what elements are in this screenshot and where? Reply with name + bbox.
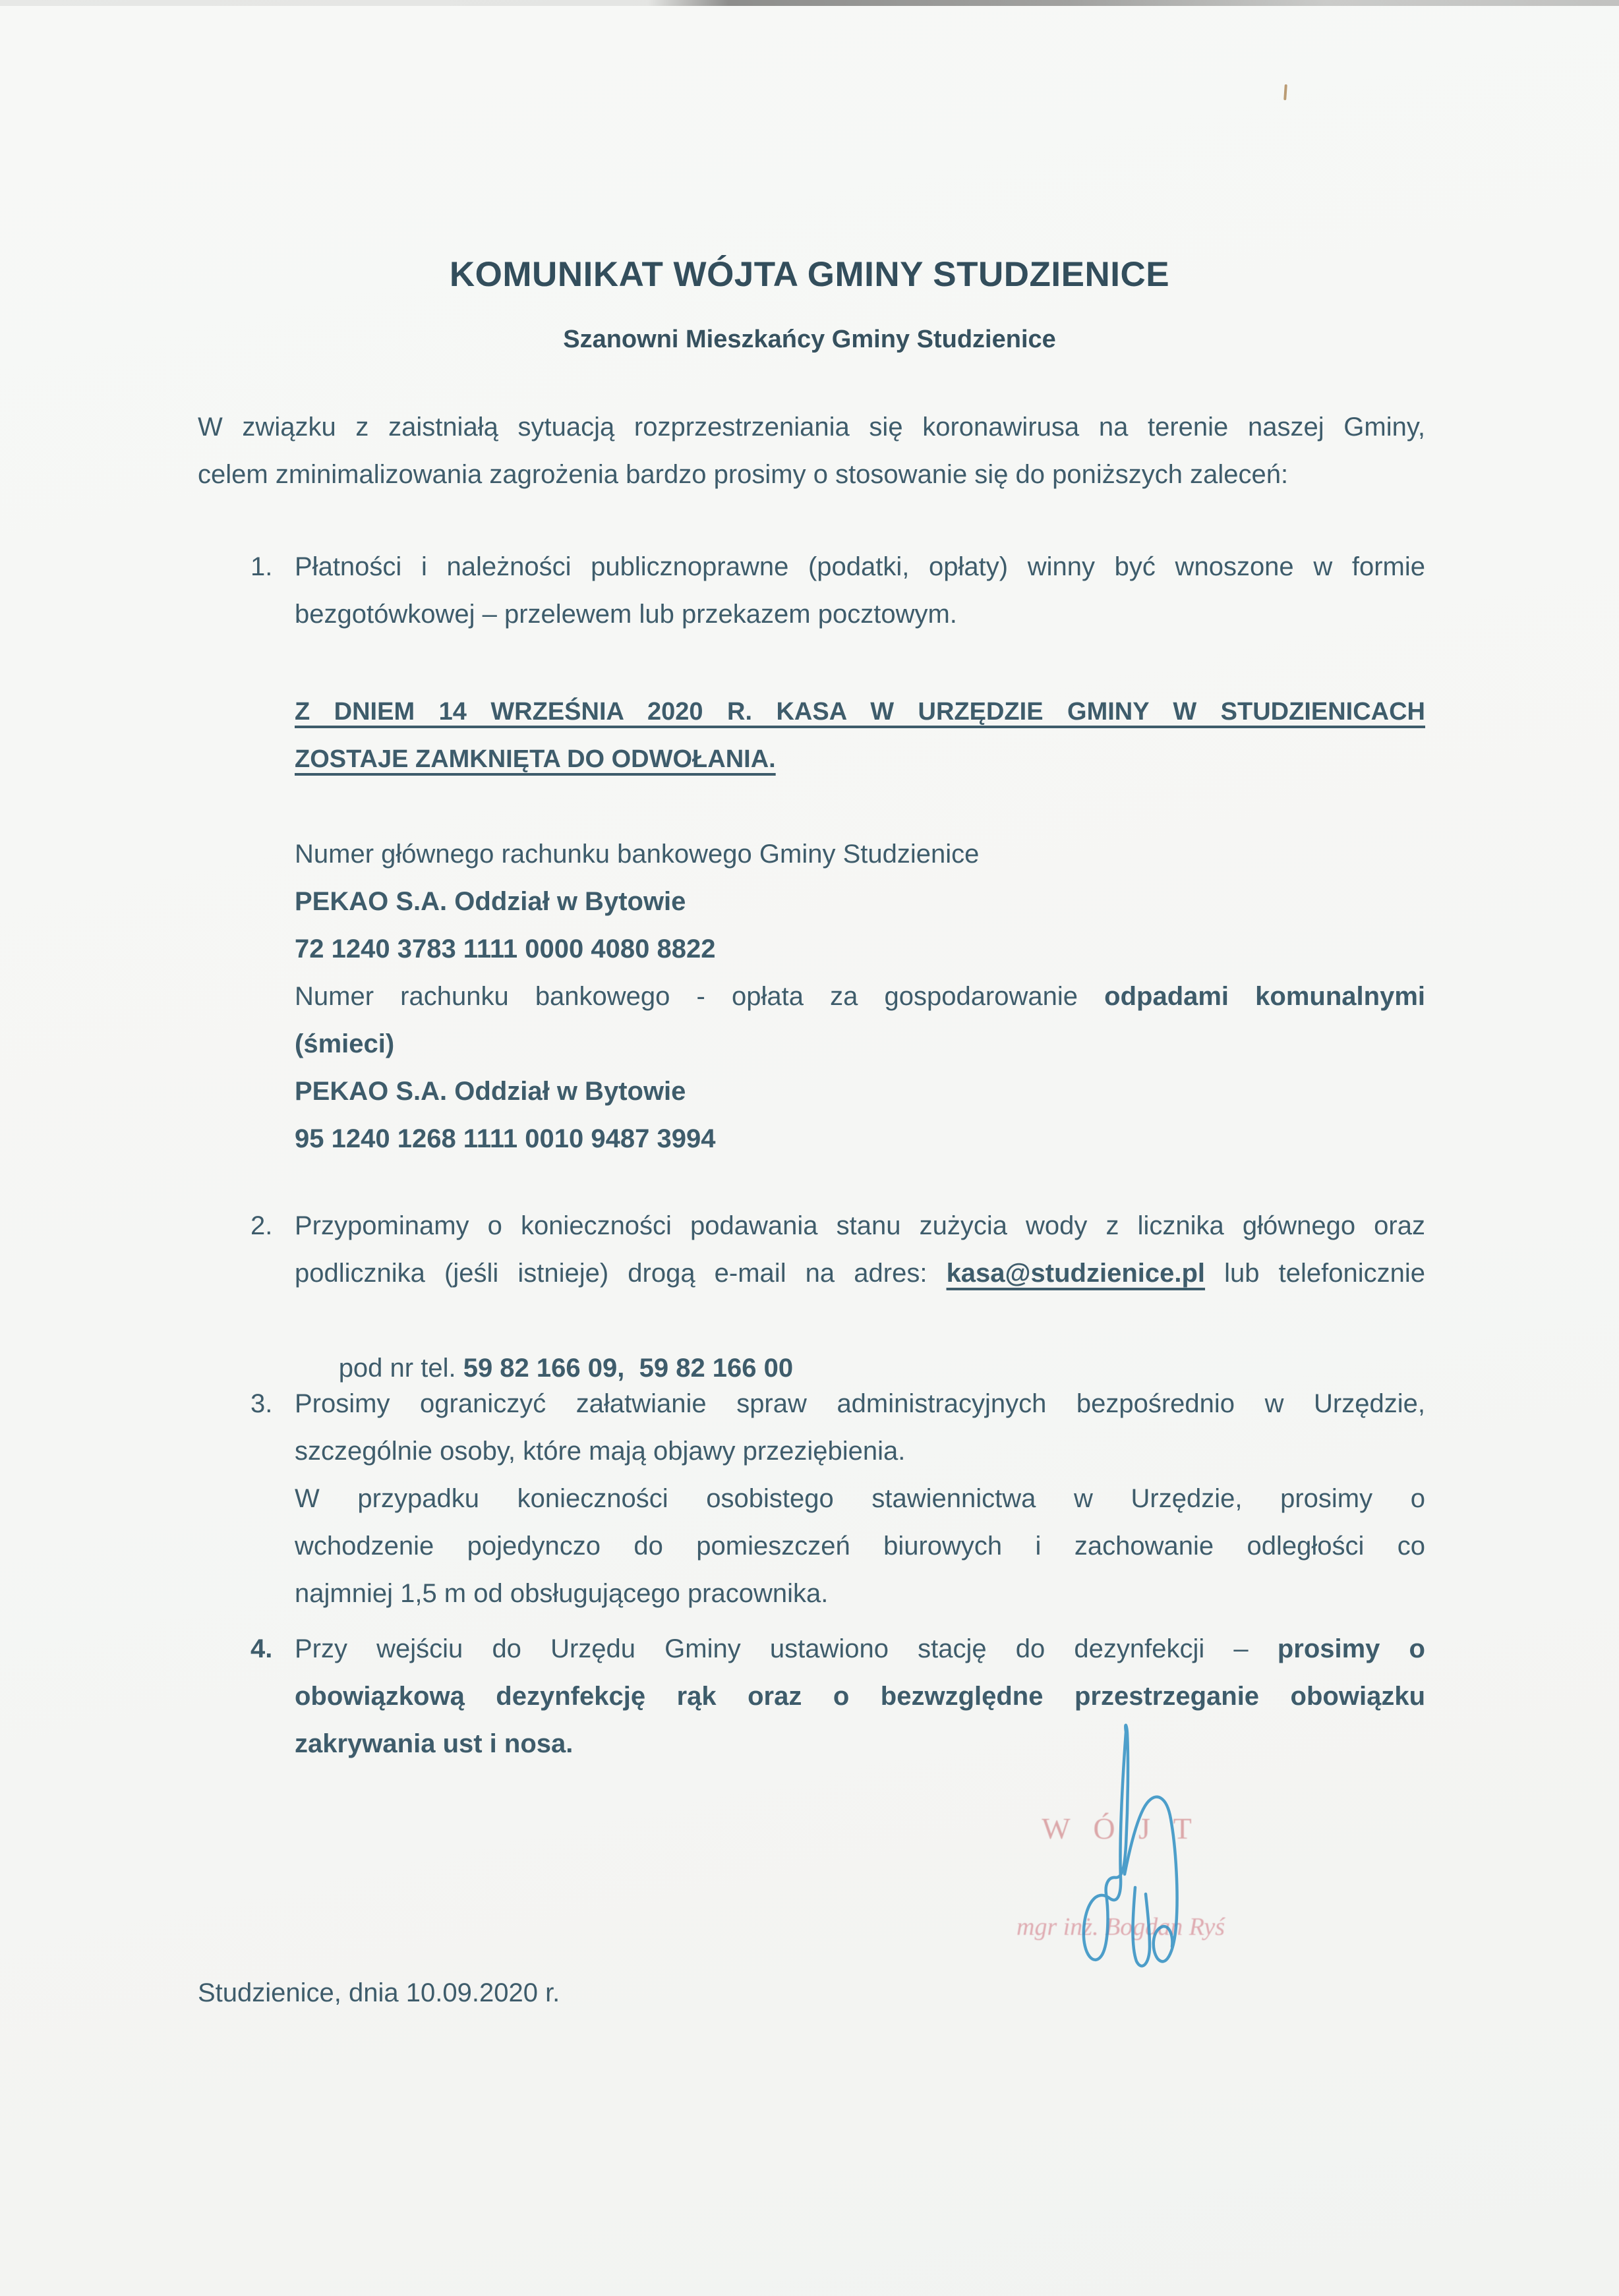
item2-line-2-pre: podlicznika (jeśli istnieje) drogą e-mail na adres: — [295, 1259, 947, 1288]
item4-line-1-regular: Przy wejściu do Urzędu Gminy ustawiono stację do dezynfekcji – — [295, 1634, 1278, 1663]
item4-line-3: zakrywania ust i nosa. — [295, 1729, 574, 1758]
intro-line-2: celem zminimalizowania zagrożenia bardzo prosimy o stosowanie się do poniższych zaleceń: — [198, 460, 1289, 489]
item4-line-1-bold: prosimy o — [1277, 1634, 1425, 1663]
list-item-1-number: 1. — [250, 552, 273, 581]
bank-accounts-block — [295, 830, 1425, 1162]
notice-line-1: Z DNIEM 14 WRZEŚNIA 2020 R. KASA W URZĘDZIE GMINY W STUDZIENICACH — [295, 698, 1425, 726]
item2-line-2 — [295, 1249, 1425, 1297]
bank-branch-2: PEKAO S.A. Oddział w Bytowie — [295, 1077, 686, 1106]
intro-paragraph — [198, 403, 1425, 498]
item1-line-1: Płatności i należności publicznoprawne (podatki, opłaty) winny być wnoszone w formie — [295, 552, 1425, 581]
scan-speck-artifact — [1283, 84, 1287, 100]
item2-line-1: Przypominamy o konieczności podawania stanu zużycia wody z licznika głównego oraz — [295, 1211, 1425, 1240]
cash-desk-closure-notice — [295, 688, 1425, 783]
bank-account-number-1: 72 1240 3783 1111 0000 4080 8822 — [295, 934, 716, 963]
item4-line-1 — [295, 1625, 1425, 1673]
list-item-2-number: 2. — [250, 1211, 273, 1240]
phone-label: pod nr tel. — [338, 1354, 463, 1383]
page-title: KOMUNIKAT WÓJTA GMINY STUDZIENICE — [449, 255, 1170, 294]
bank-waste-label-regular: Numer rachunku bankowego - opłata za gospodarowanie — [295, 982, 1105, 1011]
bank-waste-account-label — [295, 973, 1425, 1020]
list-item-3 — [250, 1380, 1425, 1617]
bank-waste-label-bold: odpadami komunalnymi — [1104, 982, 1425, 1011]
item4-line-2: obowiązkową dezynfekcję rąk oraz o bezwzględne przestrzeganie obowiązku — [295, 1682, 1425, 1711]
scan-top-edge-artifact — [0, 0, 1619, 6]
item3-line-1: Prosimy ograniczyć załatwianie spraw administracyjnych bezpośrednio w Urzędzie, — [295, 1389, 1425, 1418]
bank-branch-1: PEKAO S.A. Oddział w Bytowie — [295, 887, 686, 916]
item3-line-2: szczególnie osoby, które mają objawy przeziębienia. — [295, 1437, 906, 1466]
item2-line-2-post: lub telefonicznie — [1205, 1259, 1425, 1288]
item3-line-5: najmniej 1,5 m od obsługującego pracownika. — [295, 1579, 829, 1608]
bank-account-number-2: 95 1240 1268 1111 0010 9487 3994 — [295, 1124, 716, 1153]
list-item-1 — [250, 543, 1425, 638]
bank-waste-label-smieci: (śmieci) — [295, 1029, 395, 1058]
signature-ink — [1063, 1708, 1208, 1995]
list-item-3-number: 3. — [250, 1389, 273, 1418]
list-item-4 — [250, 1625, 1425, 1767]
list-item-4-number: 4. — [250, 1634, 273, 1663]
bank-main-account-label: Numer głównego rachunku bankowego Gminy Studzienice — [295, 840, 980, 869]
mayor-stamp-name: mgr inż. Bogdan Ryś — [1016, 1913, 1225, 1941]
notice-line-2: ZOSTAJE ZAMKNIĘTA DO ODWOŁANIA. — [295, 745, 776, 773]
email-address: kasa@studzienice.pl — [946, 1259, 1206, 1288]
mayor-stamp-role: W Ó J T — [1042, 1812, 1200, 1845]
item1-line-2: bezgotówkowej – przelewem lub przekazem pocztowym. — [295, 600, 957, 629]
phone-numbers: 59 82 166 09, 59 82 166 00 — [463, 1354, 794, 1383]
item3-line-4: wchodzenie pojedynczo do pomieszczeń biurowych i zachowanie odległości co — [295, 1532, 1425, 1561]
item3-line-3: W przypadku konieczności osobistego stawiennictwa w Urzędzie, prosimy o — [295, 1484, 1425, 1513]
intro-line-1: W związku z zaistniałą sytuacją rozprzestrzeniania się koronawirusa na terenie naszej Gminy, — [198, 413, 1425, 442]
place-and-date-line: Studzienice, dnia 10.09.2020 r. — [198, 1978, 560, 2007]
page-subtitle: Szanowni Mieszkańcy Gminy Studzienice — [563, 326, 1056, 353]
